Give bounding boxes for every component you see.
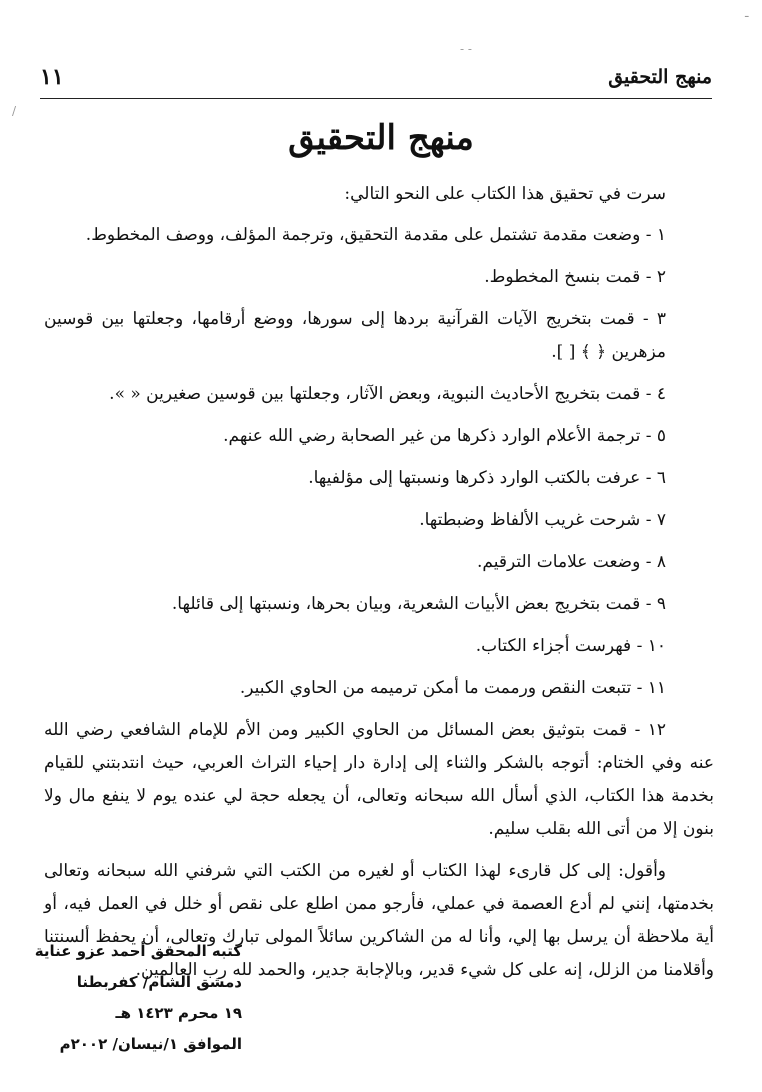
chapter-title: منهج التحقيق	[288, 118, 474, 158]
list-item: ٨ - وضعت علامات الترقيم.	[476, 552, 666, 572]
scan-mark: ـ	[745, 6, 749, 20]
list-item: ٧ - شرحت غريب الألفاظ وضبطتها.	[419, 510, 666, 530]
signature-gregorian-date: الموافق ١/نيسان/ ٢٠٠٢م	[59, 1035, 242, 1053]
list-item: ١ - وضعت مقدمة تشتمل على مقدمة التحقيق، وترجمة المؤلف، ووصف المخطوط.	[85, 225, 666, 245]
list-item: ١٠ - فهرست أجزاء الكتاب.	[475, 636, 666, 656]
signature-hijri-date: ١٩ محرم ١٤٢٣ هـ	[115, 1004, 242, 1022]
body-text	[44, 178, 714, 996]
list-item: ٢ - قمت بنسخ المخطوط.	[484, 267, 666, 287]
signature-place: دمشق الشام/ كفربطنا	[76, 973, 242, 991]
intro-paragraph: سرت في تحقيق هذا الكتاب على النحو التالي:	[344, 184, 666, 204]
running-header	[40, 58, 712, 99]
scan-mark: /	[12, 104, 17, 118]
scan-mark: - -	[460, 42, 472, 56]
closing-paragraph: وأقول: إلى كل قارىء لهذا الكتاب أو لغيره من الكتب التي شرفني الله سبحانه وتعالى بخدمتها، إنني لم أدع العصمة في عملي، فأرجو ممن اطلع على نقص أو خلل في العمل فيه، أو أية ملاحظة أن يرسل بها إلي، وأنا له من الشاكرين سائلاً المولى تبارك وتعالى، أن يحفظ ألسنتنا وأقلامنا من الزلل، إنه على كل شيء قدير، وبالإجابة جدير، والحمد لله رب العالمين.	[44, 861, 714, 980]
running-title: منهج التحقيق	[608, 66, 712, 88]
list-item: ٤ - قمت بتخريج الأحاديث النبوية، وبعض الآثار، وجعلتها بين قوسين صغيرين « ».	[109, 384, 666, 404]
list-item: ٦ - عرفت بالكتب الوارد ذكرها ونسبتها إلى مؤلفيها.	[308, 468, 666, 488]
signature-block	[22, 936, 242, 1060]
signature-author: كتبه المحقق أحمد عزو عناية	[34, 942, 242, 960]
page-number: ١١	[40, 64, 64, 90]
list-item: ٩ - قمت بتخريج بعض الأبيات الشعرية، وبيان بحرها، ونسبتها إلى قائلها.	[171, 594, 666, 614]
list-item: ٣ - قمت بتخريج الآيات القرآنية بردها إلى سورها، ووضع أرقامها، وجعلتها بين قوسين مزهرين ﴿ ﴾ [ ].	[44, 309, 666, 362]
list-item: ٥ - ترجمة الأعلام الوارد ذكرها من غير الصحابة رضي الله عنهم.	[223, 426, 666, 446]
list-item: ١٢ - قمت بتوثيق بعض المسائل من الحاوي الكبير ومن الأم للإمام الشافعي رضي الله عنه وفي الختام: أتوجه بالشكر والثناء إلى إدارة دار إحياء التراث العربي، حيث انتدبتني للقيام بخدمة هذا الكتاب، الذي أسأل الله سبحانه وتعالى، أن يجعله حجة لي عنده يوم لا ينفع مال ولا بنون إلا من أتى الله بقلب سليم.	[44, 720, 714, 839]
list-item: ١١ - تتبعت النقص ورممت ما أمكن ترميمه من الحاوي الكبير.	[239, 678, 666, 698]
